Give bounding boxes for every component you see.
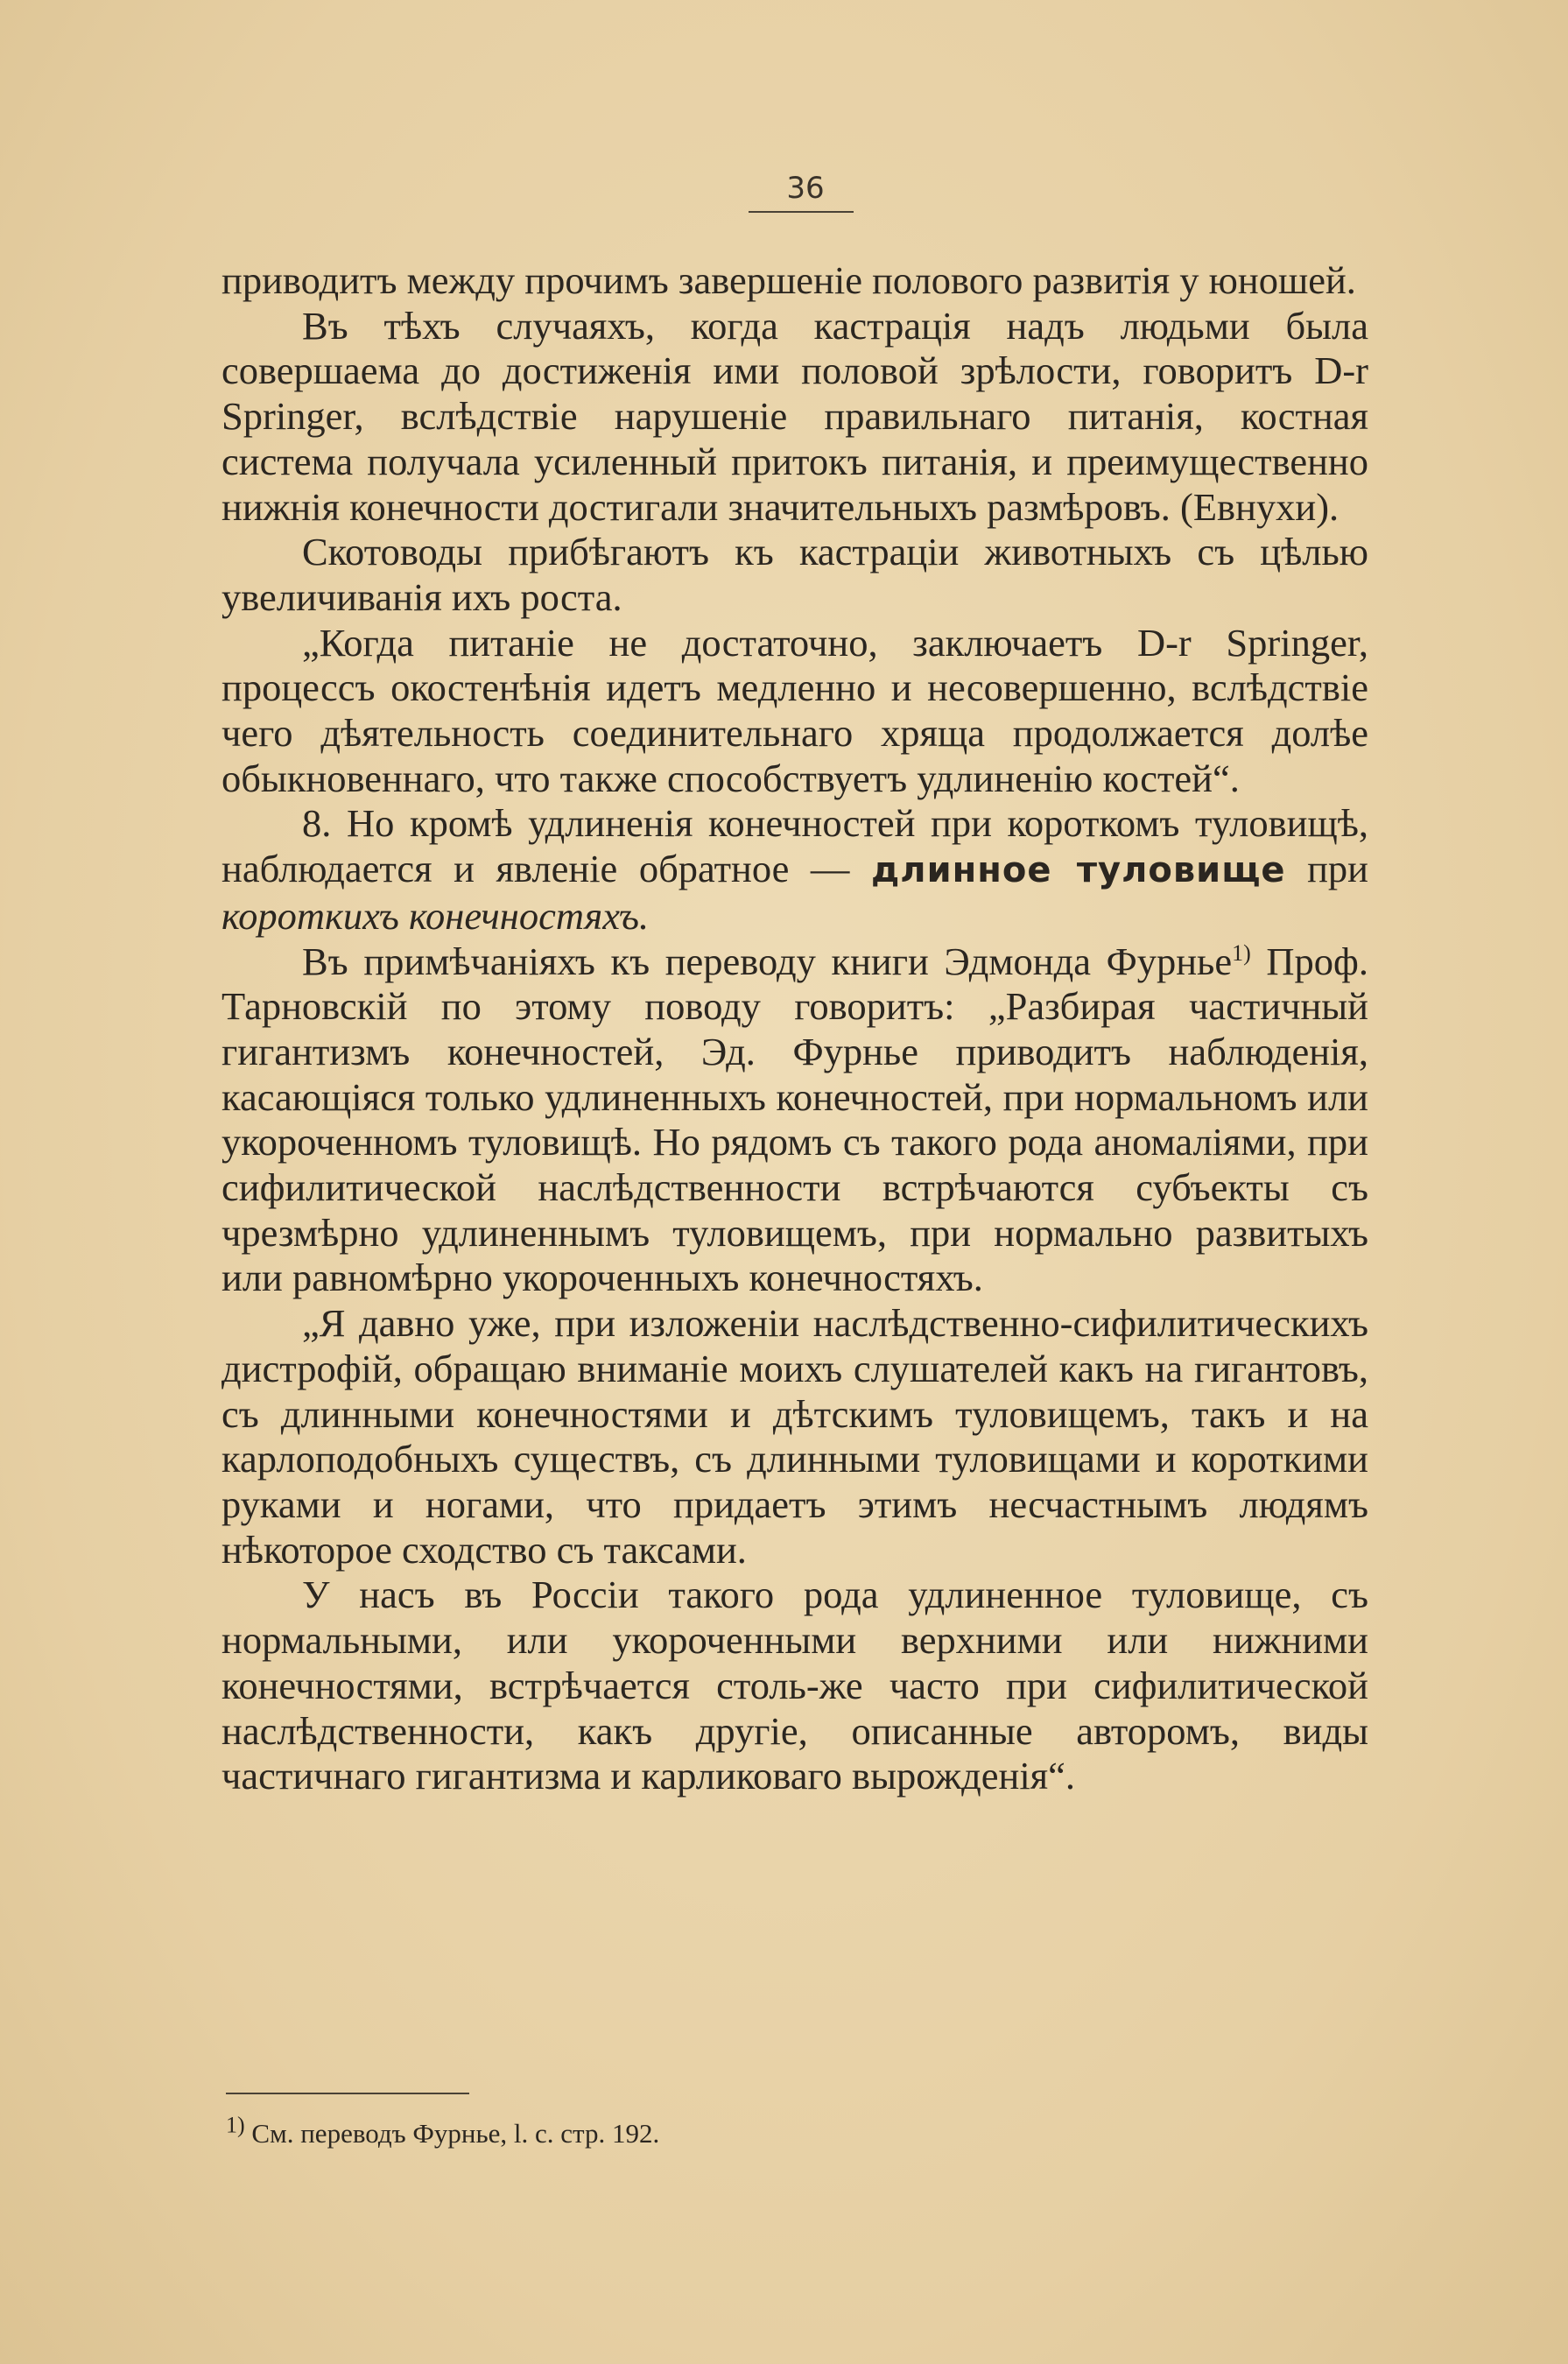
italic-term: короткихъ конечностяхъ.: [221, 893, 650, 938]
footnote: [226, 2112, 1276, 2150]
paragraph-7: „Я давно уже, при изложеніи наслѣдственно-сифилитическихъ дистрофій, обращаю вниманіе моихъ слушателей какъ на гигантовъ, съ длинными конечностями и дѣтскимъ туловищемъ, такъ и на карлоподобныхъ существъ, съ длинными туловищами и короткими руками и ногами, что придаетъ этимъ несчастнымъ людямъ нѣкоторое сходство съ таксами.: [221, 1301, 1368, 1572]
footnote-reference: 1): [1232, 939, 1251, 966]
paragraph-2: Въ тѣхъ случаяхъ, когда кастрація надъ людьми была совершаема до достиженія ими половой зрѣлости, говоритъ D-r Springer, вслѣдствіе нарушеніе правильнаго питанія, костная система получала усиленный притокъ питанія, и преимущественно нижнія конечности достигали значительныхъ размѣровъ. (Евнухи).: [221, 303, 1368, 529]
paragraph-3: Скотоводы прибѣгаютъ къ кастраціи животныхъ съ цѣлью увеличиванія ихъ роста.: [221, 530, 1368, 619]
bold-term: длинное туловище: [870, 850, 1286, 891]
paragraph-8: У насъ въ Россіи такого рода удлиненное туловище, съ нормальными, или укороченными верхними или нижними конечностями, встрѣчается столь-же часто при сифилитической наслѣдственности, какъ другіе, описанные авторомъ, виды частичнаго гигантизма и карликоваго вырожденія“.: [221, 1572, 1368, 1798]
paragraph-1: приводитъ между прочимъ завершеніе полового развитія у юношей.: [221, 258, 1356, 302]
page-number-rule: [749, 211, 854, 213]
paragraph-5: [221, 801, 1368, 939]
paragraph-5-mid: при: [1285, 847, 1368, 891]
page-number: 36: [786, 171, 825, 206]
footnote-marker: 1): [226, 2112, 245, 2138]
paragraph-4: „Когда питаніе не достаточно, заключаетъ D-r Springer, процессъ окостенѣнія идетъ медленно и несовершенно, вслѣдствіе чего дѣятельность соединительнаго хряща продолжается долѣе обыкновеннаго, что также способствуетъ удлиненію костей“.: [221, 620, 1368, 800]
footnote-rule: [226, 2093, 469, 2094]
main-text: [221, 258, 1368, 1799]
paragraph-6-start: Въ примѣчаніяхъ къ переводу книги Эдмонда Фурнье: [302, 939, 1233, 983]
paragraph-6: [221, 939, 1368, 1302]
paragraph-6-end: Проф. Тарновскій по этому поводу говоритъ: „Разбирая частичный гигантизмъ конечностей, Эд. Фурнье приводитъ наблюденія, касающіяся только удлиненныхъ конечностей, при нормальномъ или укороченномъ туловищѣ. Но рядомъ съ такого рода аномаліями, при сифилитической наслѣдственности встрѣчаются субъекты съ чрезмѣрно удлиненнымъ туловищемъ, при нормально развитыхъ или равномѣрно укороченныхъ конечностяхъ.: [221, 939, 1368, 1300]
paragraph-5-start: 8. Но кромѣ удлиненія конечностей при короткомъ туловищѣ, наблюдается и явленіе обратное —: [221, 801, 1368, 891]
footnote-text: См. переводъ Фурнье, l. c. стр. 192.: [244, 2118, 660, 2149]
